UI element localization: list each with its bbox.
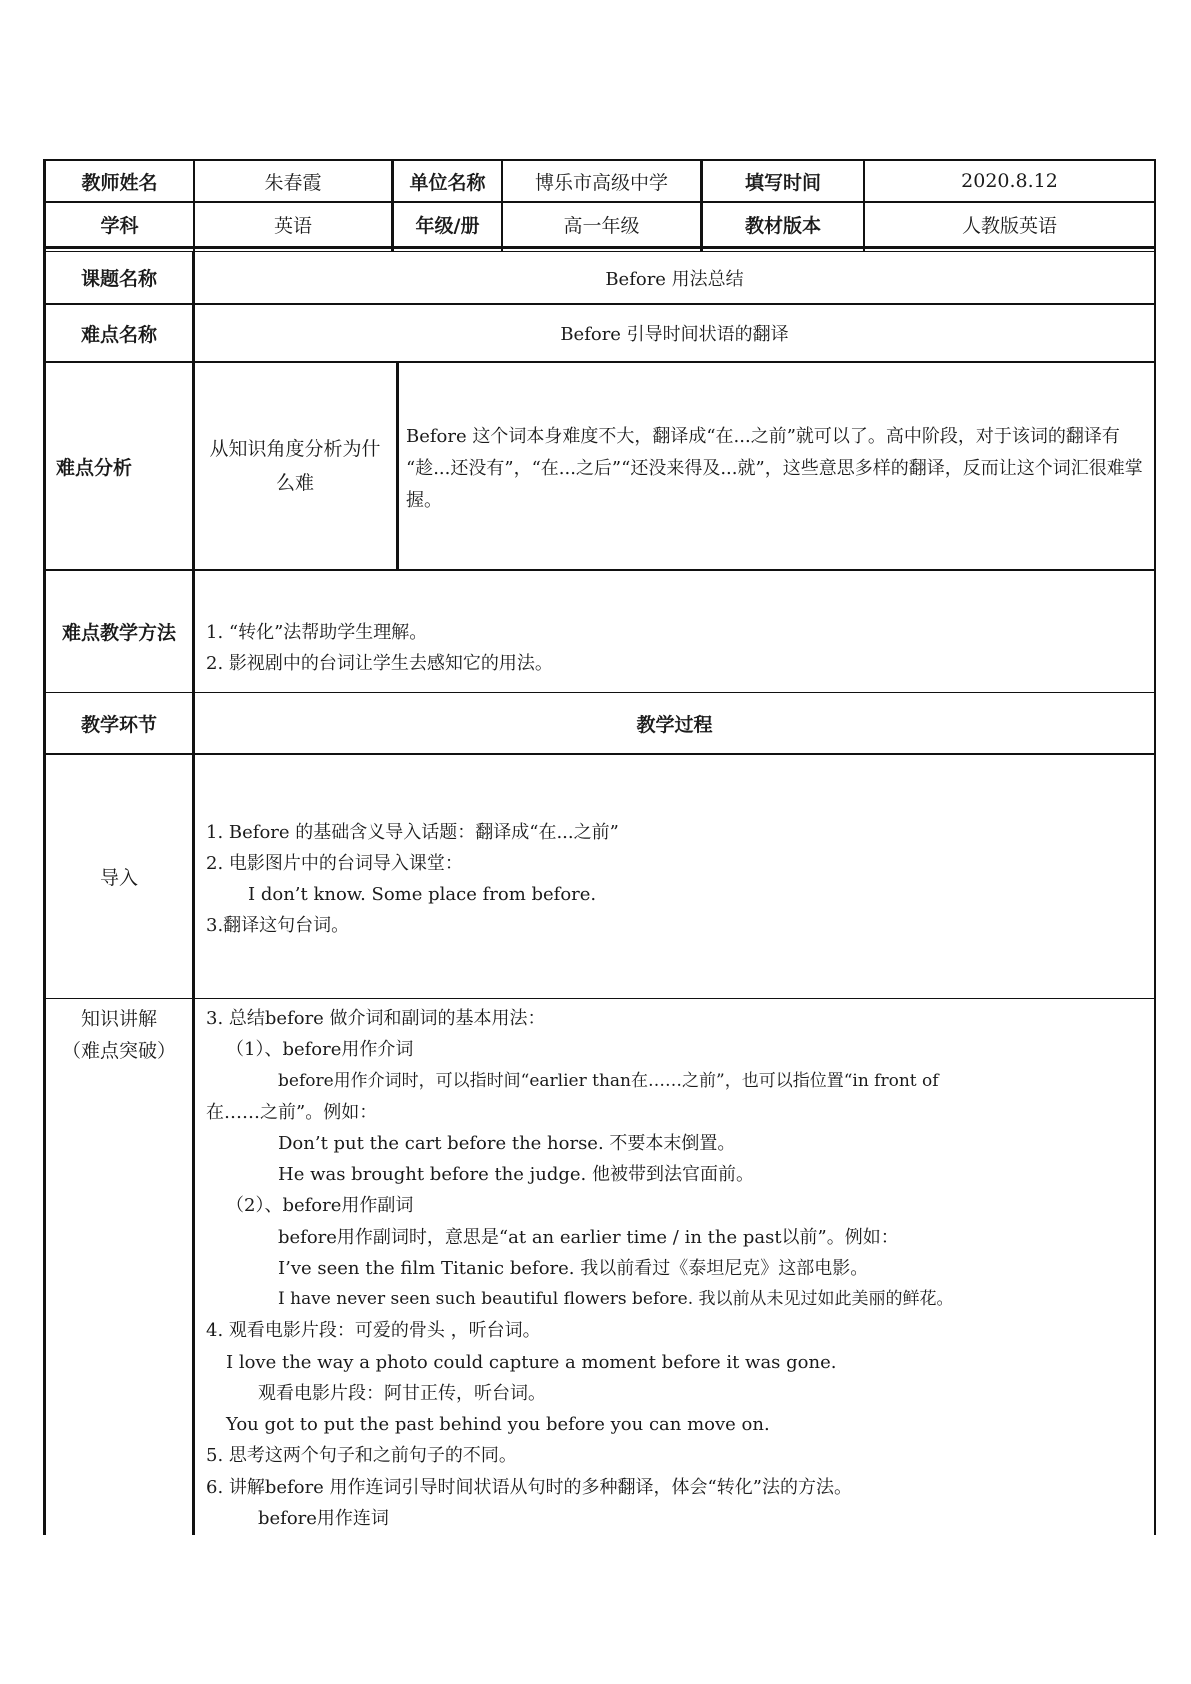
knowledge-line-8: before用作副词时，意思是“at an earlier time / in the past以前”。例如： bbox=[278, 1227, 899, 1248]
method-item-2: 2. 影视剧中的台词让学生去感知它的用法。 bbox=[206, 653, 553, 674]
knowledge-line-14: You got to put the past behind you before you can move on. bbox=[226, 1414, 770, 1435]
subject-label: 学科 bbox=[100, 215, 139, 237]
knowledge-line-13: 观看电影片段：阿甘正传，听台词。 bbox=[258, 1383, 546, 1404]
intro-line-1: 1. Before 的基础含义导入话题：翻译成“在...之前” bbox=[206, 822, 619, 843]
knowledge-line-11: 4. 观看电影片段：可爱的骨头 ，听台词。 bbox=[206, 1320, 541, 1341]
knowledge-line-5: Don’t put the cart before the horse. 不要本末倒置。 bbox=[278, 1133, 736, 1154]
grade-value: 高一年级 bbox=[563, 215, 640, 237]
teacher-label: 教师姓名 bbox=[81, 171, 158, 194]
subject-value: 英语 bbox=[273, 215, 312, 237]
intro-label: 导入 bbox=[99, 867, 138, 889]
method-label: 难点教学方法 bbox=[61, 622, 176, 644]
process-header: 教学过程 bbox=[636, 713, 713, 736]
intro-line-3: I don’t know. Some place from before. bbox=[248, 884, 597, 905]
knowledge-line-1: 3. 总结before 做介词和副词的基本用法： bbox=[206, 1008, 546, 1029]
grade-label: 年级/册 bbox=[415, 215, 480, 237]
difficulty-value: Before 引导时间状语的翻译 bbox=[560, 324, 789, 345]
knowledge-line-15: 5. 思考这两个句子和之前句子的不同。 bbox=[206, 1445, 517, 1466]
intro-line-2: 2. 电影图片中的台词导入课堂： bbox=[206, 853, 463, 874]
analysis-text: Before 这个词本身难度不大，翻译成“在...之前”就可以了。高中阶段，对于该词的翻译有 “趁...还没有”，“在...之后”“还没来得及...就”，这些意思多样的翻译，反而让这个词汇很难掌握。 bbox=[406, 426, 1143, 511]
knowledge-line-4: 在……之前”。例如： bbox=[206, 1102, 378, 1123]
date-label: 填写时间 bbox=[744, 171, 821, 194]
method-item-1: 1. “转化”法帮助学生理解。 bbox=[206, 622, 428, 643]
knowledge-line-12: I love the way a photo could capture a moment before it was gone. bbox=[226, 1352, 837, 1373]
topic-label: 课题名称 bbox=[80, 268, 157, 290]
analysis-label: 难点分析 bbox=[56, 456, 133, 479]
knowledge-label: 知识讲解 bbox=[80, 1007, 157, 1030]
analysis-sub-label: 从知识角度分析为什么难 bbox=[209, 438, 381, 494]
knowledge-line-17: before用作连词 bbox=[258, 1508, 389, 1529]
knowledge-sub-label: （难点突破） bbox=[61, 1039, 176, 1062]
knowledge-line-9: I’ve seen the film Titanic before. 我以前看过《泰坦尼克》这部电影。 bbox=[278, 1258, 869, 1279]
knowledge-line-10: I have never seen such beautiful flowers before. 我以前从未见过如此美丽的鲜花。 bbox=[278, 1289, 954, 1309]
knowledge-line-2: （1）、before用作介词 bbox=[226, 1039, 414, 1060]
textbook-label: 教材版本 bbox=[744, 215, 821, 237]
stage-header: 教学环节 bbox=[80, 713, 157, 736]
knowledge-line-6: He was brought before the judge. 他被带到法官面前。 bbox=[278, 1164, 754, 1185]
topic-value: Before 用法总结 bbox=[605, 268, 744, 290]
knowledge-line-7: （2）、before用作副词 bbox=[226, 1195, 414, 1216]
textbook-value: 人教版英语 bbox=[961, 215, 1057, 237]
date-value: 2020.8.12 bbox=[961, 170, 1058, 192]
intro-line-4: 3.翻译这句台词。 bbox=[206, 915, 350, 936]
difficulty-label: 难点名称 bbox=[80, 323, 157, 346]
teacher-value: 朱春霞 bbox=[264, 171, 322, 194]
unit-value: 博乐市高级中学 bbox=[534, 171, 668, 194]
knowledge-line-16: 6. 讲解before 用作连词引导时间状语从句时的多种翻译，体会“转化”法的方法。 bbox=[206, 1477, 852, 1498]
knowledge-line-3: before用作介词时，可以指时间“earlier than在……之前”，也可以指位置“in front of bbox=[278, 1071, 939, 1091]
unit-label: 单位名称 bbox=[409, 171, 486, 194]
